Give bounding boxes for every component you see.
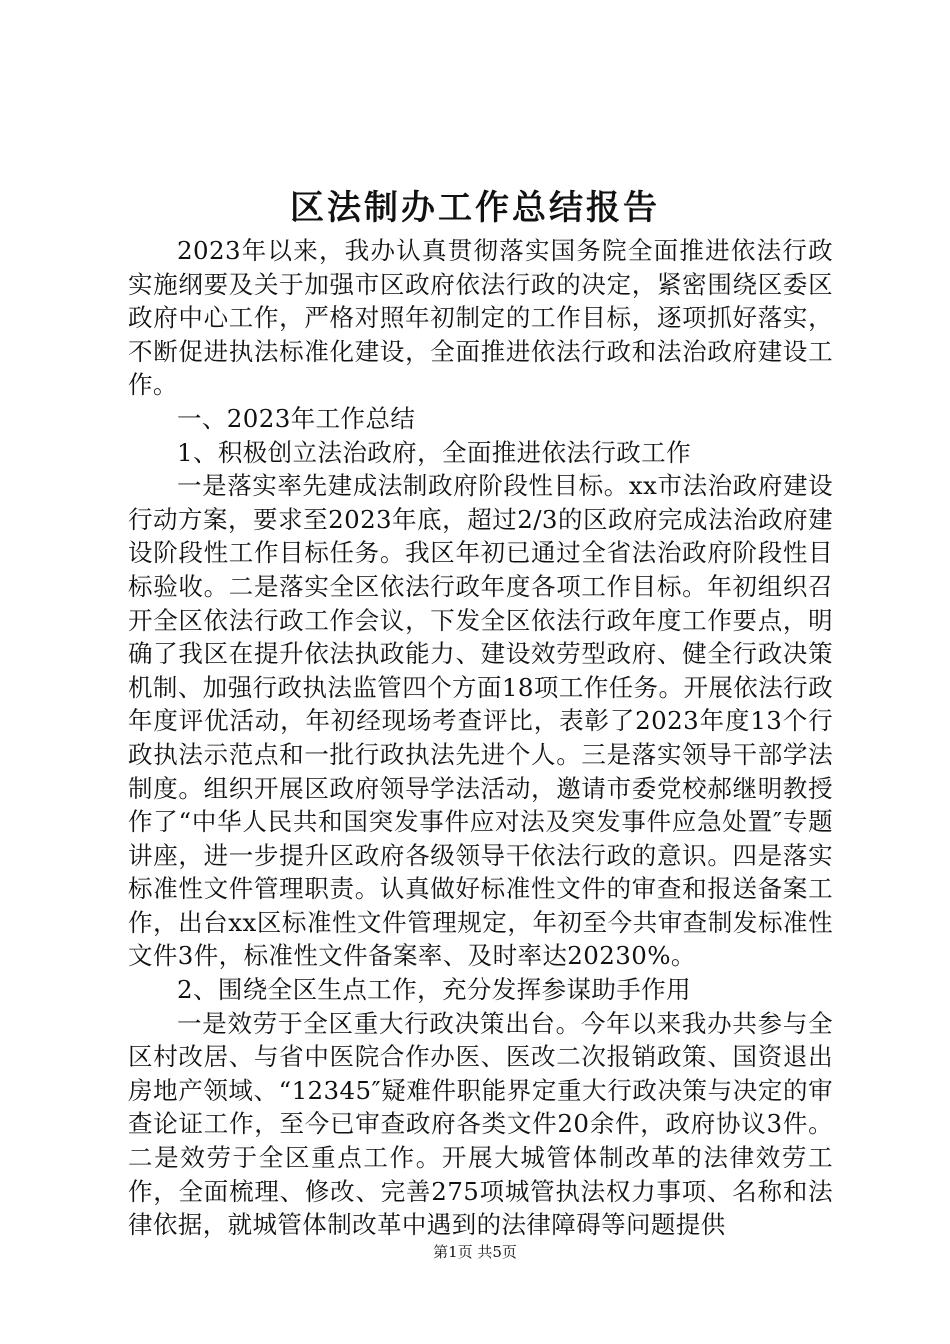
paragraph-section-2: 一是效劳于全区重大行政决策出台。今年以来我办共参与全区村改居、与省中医院合作办医、医改二次报销政策、国资退出房地产领域、“12345″疑难件职能界定重大行政决策与决定的审查论证工作，至今已审查政府各类文件20余件，政府协议3件。二是效劳于全区重点工作。开展大城管体制改革的法律效劳工作，全面梳理、修改、完善275项城管执法权力事项、名称和法律依据，就城管体制改革中遇到的法律障碍等问题提供 bbox=[128, 1008, 833, 1240]
paragraph-intro: 2023年以来，我办认真贯彻落实国务院全面推进依法行政实施纲要及关于加强市区政府依法行政的决定，紧密围绕区委区政府中心工作，严格对照年初制定的工作目标，逐项抓好落实，不断促进执法标准化建设，全面推进依法行政和法治政府建设工作。 bbox=[128, 236, 833, 400]
paragraph-section-1: 一是落实率先建成法制政府阶段性目标。xx市法治政府建设行动方案，要求至2023年底，超过2/3的区政府完成法治政府建设阶段性工作目标任务。我区年初已通过全省法治政府阶段性目标验收。二是落实全区依法行政年度各项工作目标。年初组织召开全区依法行政工作会议，下发全区依法行政年度工作要点，明确了我区在提升依法执政能力、建设效劳型政府、健全行政决策机制、加强行政执法监管四个方面18项工作任务。开展依法行政年度评优活动，年初经现场考查评比，表彰了2023年度13个行政执法示范点和一批行政执法先进个人。三是落实领导干部学法制度。组织开展区政府领导学法活动，邀请市委党校郝继明教授作了“中华人民共和国突发事件应对法及突发事件应急处置″专题讲座，进一步提升区政府各级领导干依法行政的意识。四是落实标准性文件管理职责。认真做好标准性文件的审查和报送备案工作，出台xx区标准性文件管理规定，年初至今共审查制发标准性文件3件，标准性文件备案率、及时率达20230%。 bbox=[128, 471, 833, 971]
document-title: 区法制办工作总结报告 bbox=[290, 188, 660, 228]
section-heading: 一、2023年工作总结 bbox=[177, 403, 416, 433]
page-number: 第1页 共5页 bbox=[433, 1243, 517, 1261]
document-body bbox=[128, 234, 833, 1242]
subsection-heading-2: 2、围绕全区生点工作，充分发挥参谋助手作用 bbox=[177, 975, 691, 1005]
subsection-heading-1: 1、积极创立法治政府，全面推进依法行政工作 bbox=[177, 437, 691, 467]
